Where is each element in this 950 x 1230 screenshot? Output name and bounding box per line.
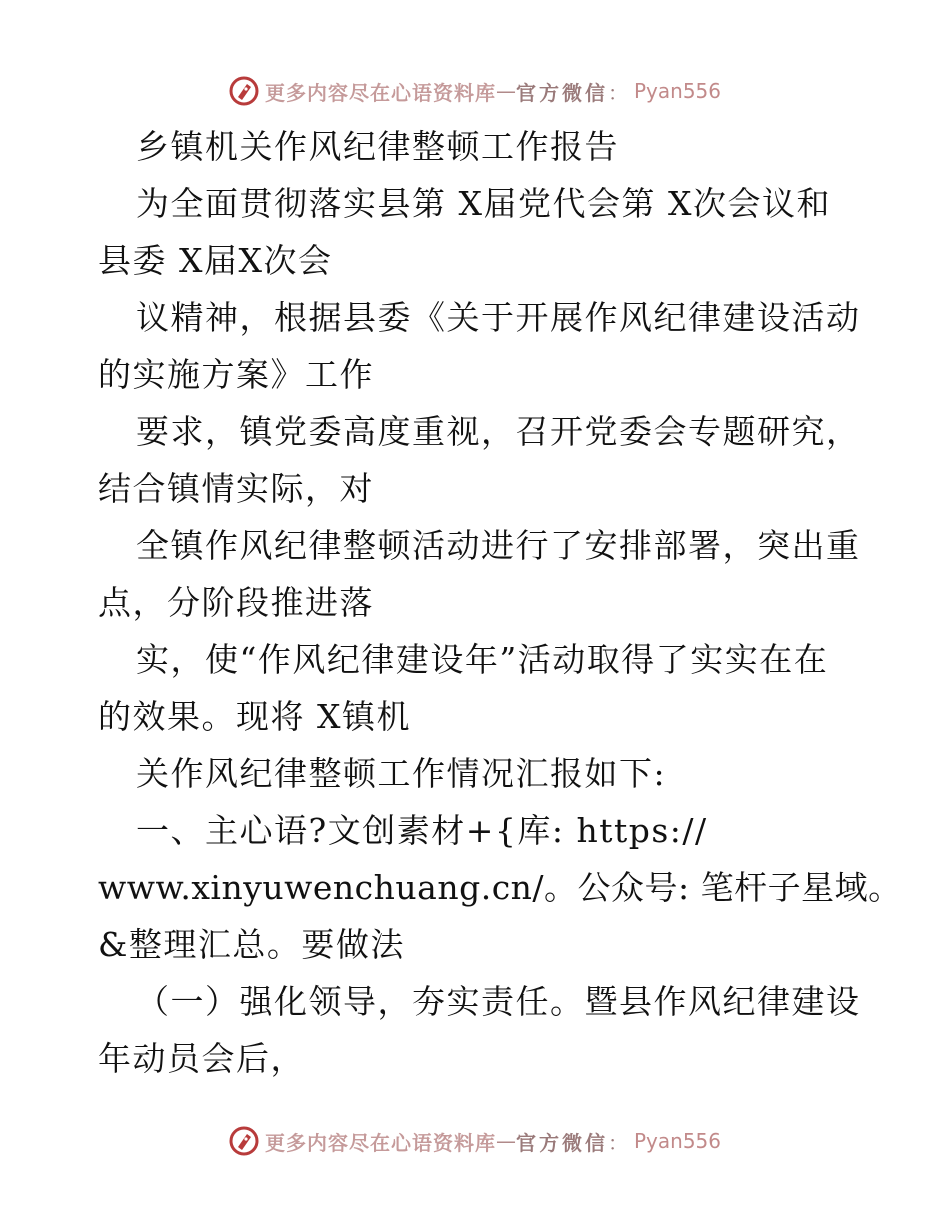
watermark-banner-bottom: [0, 1121, 950, 1161]
text-line: 结合镇情实际，对: [98, 469, 374, 508]
banner-wechat-label: 官方微信: [515, 1130, 608, 1155]
text-line: 县委 X届X次会: [98, 241, 333, 280]
document-body: [98, 118, 902, 1087]
text-line: 的实施方案》工作: [98, 355, 374, 394]
banner-wechat-id: Pyan556: [633, 1129, 721, 1153]
text-line: 年动员会后，: [98, 1039, 305, 1078]
text-line: 要求，镇党委高度重视，召开党委会专题研究，: [136, 412, 861, 451]
banner-wechat-label: 官方微信: [515, 80, 608, 105]
pen-nib-logo-icon: [229, 76, 259, 106]
text-line: 为全面贯彻落实县第 X届党代会第 X次会议和: [136, 184, 831, 223]
text-line: www.xinyuwenchuang.cn/。公众号: 笔杆子星域。: [98, 868, 902, 907]
text-line: 一、主心语?文创素材+{库: https://: [136, 811, 708, 850]
banner-main-text: 更多内容尽在心语资料库: [264, 1130, 496, 1155]
banner-dash: —: [495, 1129, 516, 1153]
banner-colon: ：: [607, 1130, 628, 1155]
text-line: &整理汇总。要做法: [98, 925, 405, 964]
text-line: 点，分阶段推进落: [98, 583, 374, 622]
section-heading-line: （一）强化领导，夯实责任。暨县作风纪律建设: [136, 982, 861, 1021]
text-line: 的效果。现将 X镇机: [98, 697, 411, 736]
text-line: 关作风纪律整顿工作情况汇报如下:: [136, 754, 667, 793]
banner-dash: —: [495, 79, 516, 103]
text-line: 议精神，根据县委《关于开展作风纪律建设活动: [136, 298, 861, 337]
document-title: 乡镇机关作风纪律整顿工作报告: [136, 127, 619, 166]
banner-wechat-id: Pyan556: [633, 79, 721, 103]
banner-main-text: 更多内容尽在心语资料库: [264, 80, 496, 105]
watermark-banner-top: [0, 71, 950, 111]
banner-colon: ：: [607, 80, 628, 105]
text-line: 全镇作风纪律整顿活动进行了安排部署，突出重: [136, 526, 861, 565]
pen-nib-logo-icon: [229, 1126, 259, 1156]
text-line: 实，使“作风纪律建设年”活动取得了实实在在: [136, 640, 829, 679]
